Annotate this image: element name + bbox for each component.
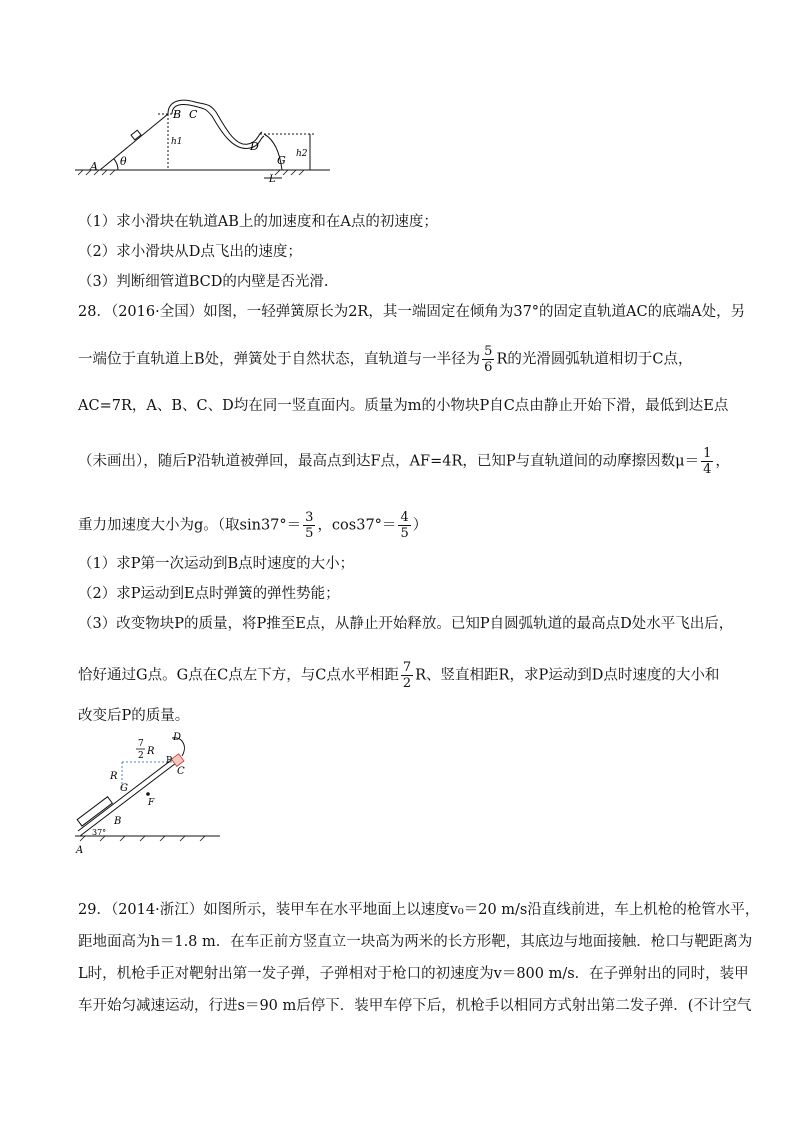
fig2-frac-num: 7 <box>138 739 144 749</box>
q28-part3: （3）改变物块P的质量，将P推至E点，从静止开始释放。已知P自圆弧轨道的最高点D处水平飞出后， <box>78 616 734 632</box>
fig1-label-h1: h1 <box>171 137 183 147</box>
q28-line3: AC=7R，A、B、C、D均在同一竖直面内。质量为m的小物块P自C点由静止开始下滑，最低到达E点 <box>78 398 729 414</box>
fig1-label-L: L <box>269 174 276 185</box>
q28-line4: （未画出），随后P沿轨道被弹回，最高点到达F点，AF=4R，已知P与直轨道间的动摩擦因数μ＝ $\frac{1}{4}$ ， <box>78 446 730 477</box>
q28-line1: 28．（2016·全国）如图，一轻弹簧原长为2R，其一端固定在倾角为37°的固定直轨道AC的底端A处，另 <box>78 304 746 320</box>
q29-line1: 29．（2014·浙江）如图所示，装甲车在水平地面上以速度v₀＝20 m/s沿直线前进，车上机枪的枪管水平， <box>78 902 760 918</box>
q28-part3-line2: 恰好通过G点。G点在C点左下方，与C点水平相距 $\frac{7}{2}$ R、竖直相距R，求P运动到D点时速度的大小和 <box>78 660 720 691</box>
fig2-label-R-side: R <box>110 771 118 782</box>
fraction-4-5: $\frac{4}{5}$ <box>400 510 409 541</box>
q28-part3-line3: 改变后P的质量。 <box>78 708 190 724</box>
fig2-label-F: F <box>148 798 155 808</box>
fig2-label-R-top: R <box>147 746 155 757</box>
fraction-5-6: $\frac{5}{6}$ <box>484 344 493 375</box>
point-f <box>146 792 150 796</box>
fig2-frac-den: 2 <box>138 751 144 761</box>
q28-part2: （2）求P运动到E点时弹簧的弹性势能； <box>78 586 340 602</box>
fraction-7-2: $\frac{7}{2}$ <box>402 660 412 691</box>
incline-spring-figure <box>70 728 230 858</box>
fig1-label-theta: θ <box>120 155 127 168</box>
q28-line2: 一端位于直轨道上B处，弹簧处于自然状态，直轨道与一半径为 $\frac{5}{6}$ R的光滑圆弧轨道相切于C点， <box>78 344 693 375</box>
fig2-label-A: A <box>76 845 84 856</box>
fig1-label-h2: h2 <box>296 149 308 159</box>
q28-part1: （1）求P第一次运动到B点时速度的大小； <box>78 556 355 572</box>
fraction-1-4: $\frac{1}{4}$ <box>703 446 712 477</box>
fig2-label-P: P <box>166 756 173 766</box>
q27-part3: （3）判断细管道BCD的内壁是否光滑. <box>78 274 329 290</box>
fig2-label-G: G <box>120 783 128 794</box>
q28-line5: 重力加速度大小为g。（取sin37°＝ $\frac{3}{5}$ ，cos37°＝ $\frac{4}{5}$ ） <box>78 510 428 541</box>
fig1-label-B: B <box>173 108 182 121</box>
fig1-label-C: C <box>189 108 198 121</box>
fig2-label-C: C <box>177 766 185 777</box>
fig1-label-A: A <box>90 160 98 173</box>
q29-line2: 距地面高为h＝1.8 m．在车正前方竖直立一块高为两米的长方形靶，其底边与地面接触．枪口与靶距离为 <box>78 934 753 950</box>
fig1-label-D: D <box>250 140 259 153</box>
q29-line4: 车开始匀减速运动，行进s＝90 m后停下．装甲车停下后，机枪手以相同方式射出第二发子弹．(不计空气 <box>78 998 752 1014</box>
q29-line3: L时，机枪手正对靶射出第一发子弹，子弹相对于枪口的初速度为v＝800 m/s．在子弹射出的同时，装甲 <box>78 966 749 982</box>
fig2-label-B: B <box>114 816 122 827</box>
q27-part2: （2）求小滑块从D点飞出的速度； <box>78 244 302 260</box>
fig1-label-G: G <box>277 154 286 167</box>
track-figure <box>70 92 340 187</box>
q27-part1: （1）求小滑块在轨道AB上的加速度和在A点的初速度； <box>78 214 438 230</box>
fraction-3-5: $\frac{3}{5}$ <box>305 510 314 541</box>
fig2-label-D: D <box>173 732 182 743</box>
fig2-label-angle: 37° <box>92 828 107 837</box>
